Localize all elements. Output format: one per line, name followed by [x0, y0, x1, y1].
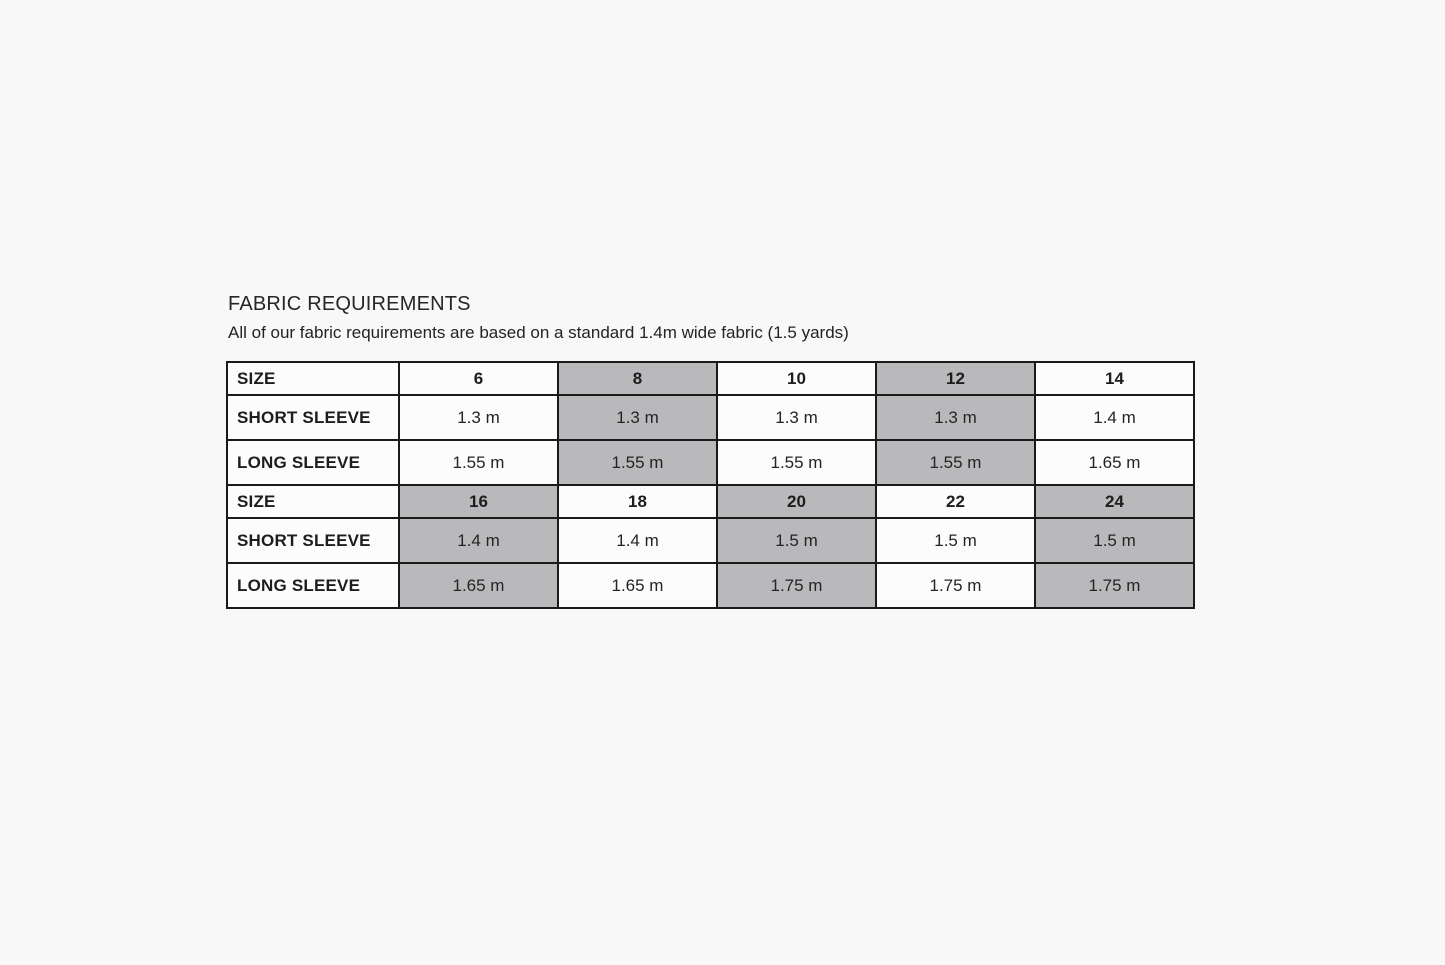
fabric-value-cell: 1.4 m	[1035, 395, 1194, 440]
size-header-cell: 20	[717, 485, 876, 518]
size-row-label: SIZE	[227, 362, 399, 395]
table-row	[227, 362, 1194, 395]
table-row	[227, 395, 1194, 440]
size-header-cell: 6	[399, 362, 558, 395]
fabric-value-cell: 1.55 m	[876, 440, 1035, 485]
fabric-value-cell: 1.75 m	[1035, 563, 1194, 608]
fabric-value-cell: 1.5 m	[1035, 518, 1194, 563]
size-header-cell: 14	[1035, 362, 1194, 395]
table-row	[227, 485, 1194, 518]
page-title: FABRIC REQUIREMENTS	[228, 293, 471, 315]
fabric-value-cell: 1.75 m	[717, 563, 876, 608]
fabric-value-cell: 1.3 m	[399, 395, 558, 440]
fabric-requirements-section	[226, 293, 1194, 609]
short-sleeve-row-label: SHORT SLEEVE	[227, 518, 399, 563]
long-sleeve-row-label: LONG SLEEVE	[227, 563, 399, 608]
table-row	[227, 440, 1194, 485]
fabric-value-cell: 1.4 m	[558, 518, 717, 563]
table-row	[227, 563, 1194, 608]
fabric-value-cell: 1.3 m	[876, 395, 1035, 440]
fabric-value-cell: 1.55 m	[399, 440, 558, 485]
fabric-value-cell: 1.5 m	[717, 518, 876, 563]
short-sleeve-row-label: SHORT SLEEVE	[227, 395, 399, 440]
fabric-value-cell: 1.75 m	[876, 563, 1035, 608]
size-header-cell: 16	[399, 485, 558, 518]
fabric-value-cell: 1.65 m	[399, 563, 558, 608]
fabric-value-cell: 1.65 m	[1035, 440, 1194, 485]
fabric-requirements-table	[226, 361, 1195, 609]
table-row	[227, 518, 1194, 563]
long-sleeve-row-label: LONG SLEEVE	[227, 440, 399, 485]
size-row-label: SIZE	[227, 485, 399, 518]
fabric-value-cell: 1.55 m	[558, 440, 717, 485]
fabric-value-cell: 1.55 m	[717, 440, 876, 485]
size-header-cell: 10	[717, 362, 876, 395]
page-subtitle: All of our fabric requirements are based on a standard 1.4m wide fabric (1.5 yards)	[228, 323, 849, 342]
fabric-value-cell: 1.4 m	[399, 518, 558, 563]
size-header-cell: 22	[876, 485, 1035, 518]
size-header-cell: 12	[876, 362, 1035, 395]
fabric-value-cell: 1.5 m	[876, 518, 1035, 563]
size-header-cell: 18	[558, 485, 717, 518]
fabric-value-cell: 1.3 m	[558, 395, 717, 440]
fabric-value-cell: 1.65 m	[558, 563, 717, 608]
size-header-cell: 8	[558, 362, 717, 395]
size-header-cell: 24	[1035, 485, 1194, 518]
fabric-value-cell: 1.3 m	[717, 395, 876, 440]
